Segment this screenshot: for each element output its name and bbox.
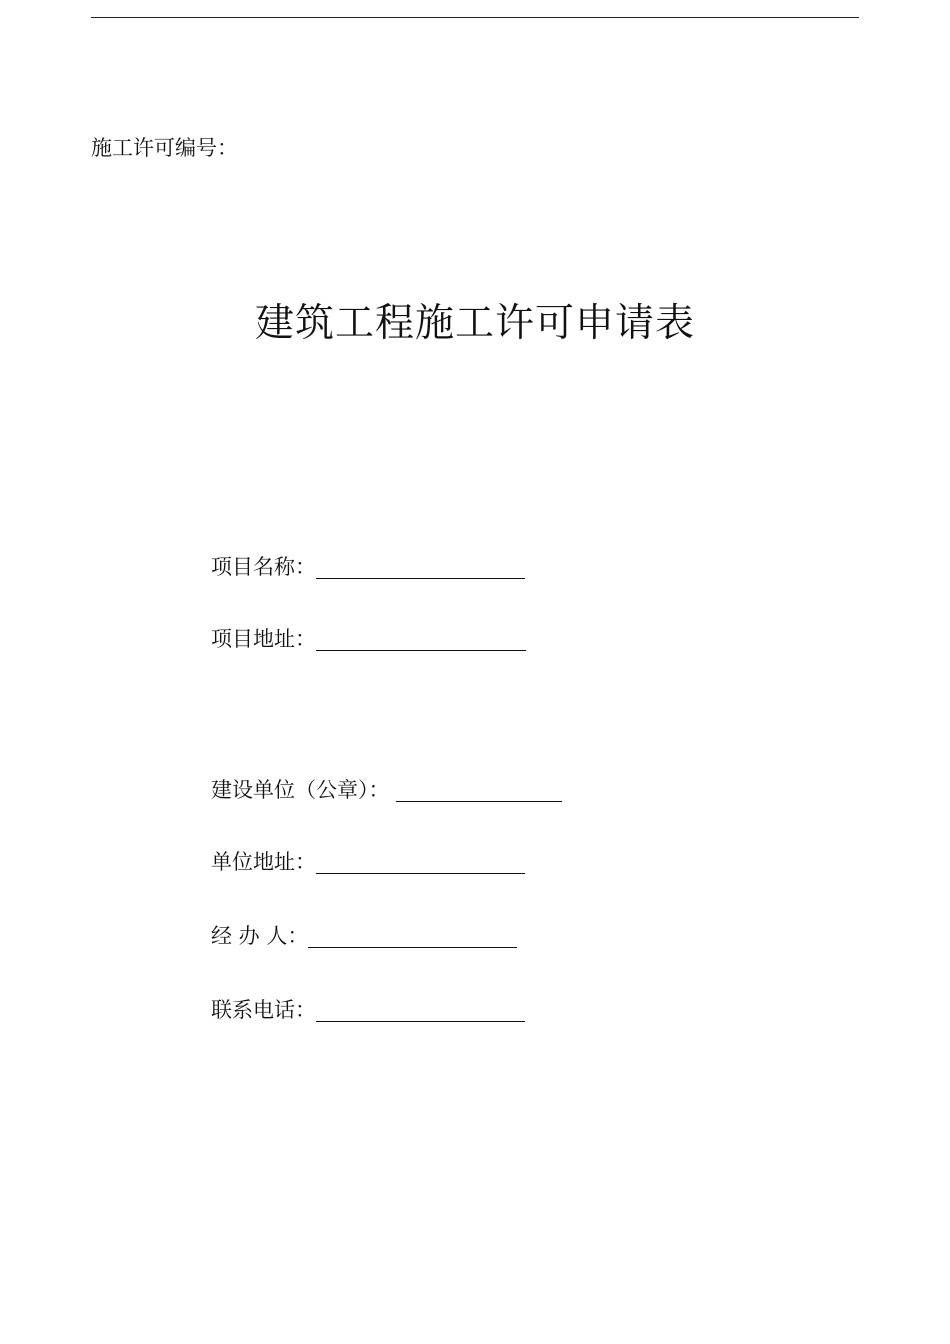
- handler-label: 经 办 人：: [211, 924, 309, 948]
- document-title: 建筑工程施工许可申请表: [254, 301, 695, 346]
- project-address-blank[interactable]: [316, 650, 526, 651]
- project-address-field: [211, 623, 526, 653]
- phone-blank[interactable]: [316, 1021, 525, 1022]
- project-name-field: [211, 551, 525, 581]
- project-name-label: 项目名称：: [211, 555, 316, 579]
- project-address-label: 项目地址：: [211, 627, 316, 651]
- handler-field: [211, 920, 517, 950]
- permit-number-label: 施工许可编号：: [91, 136, 238, 160]
- construction-unit-field: [211, 774, 562, 804]
- phone-label: 联系电话：: [211, 998, 316, 1022]
- header-rule: [91, 17, 859, 18]
- construction-unit-label: 建设单位（公章）：: [211, 778, 390, 802]
- phone-field: [211, 994, 525, 1024]
- unit-address-label: 单位地址：: [211, 850, 316, 874]
- construction-unit-blank[interactable]: [396, 801, 562, 802]
- unit-address-blank[interactable]: [316, 873, 525, 874]
- unit-address-field: [211, 846, 525, 876]
- handler-blank[interactable]: [308, 947, 517, 948]
- project-name-blank[interactable]: [316, 578, 525, 579]
